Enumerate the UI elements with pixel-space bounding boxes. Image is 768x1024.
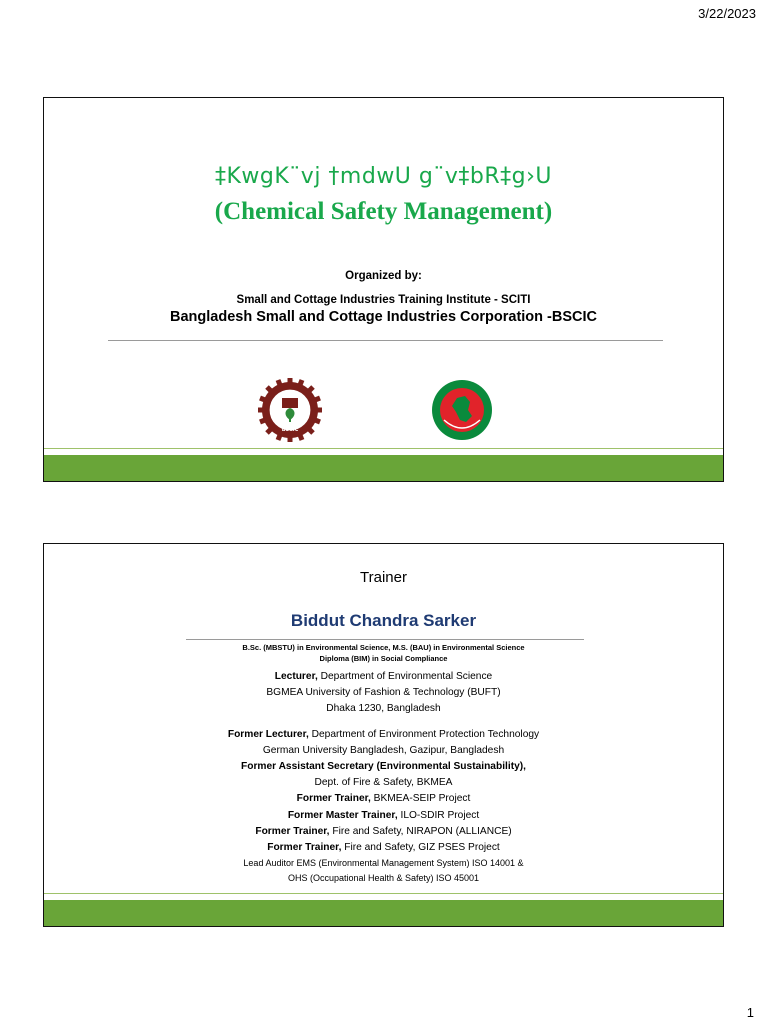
former-detail: Department of Environment Protection Technology bbox=[308, 728, 540, 740]
former-title: Former Lecturer, bbox=[227, 728, 309, 740]
former-title: Former Trainer, bbox=[255, 825, 330, 837]
bscic-logo-text: BSCIC bbox=[281, 427, 299, 433]
divider bbox=[186, 639, 584, 640]
page-number: 1 bbox=[746, 1005, 754, 1020]
former-title: Former Trainer, bbox=[296, 793, 371, 805]
slide-title bbox=[43, 97, 724, 482]
current-title: Lecturer, bbox=[274, 671, 318, 682]
bscic-logo-icon bbox=[258, 378, 322, 442]
former-detail: German University Bangladesh, Gazipur, Bangladesh bbox=[262, 744, 505, 756]
former-position bbox=[44, 727, 723, 743]
organizer-sciti: Small and Cottage Industries Training Institute - SCITI bbox=[236, 294, 531, 306]
slide-trainer bbox=[43, 543, 724, 927]
credential-line: B.Sc. (MBSTU) in Environmental Science, M.S. (BAU) in Environmental Science bbox=[242, 643, 525, 652]
former-title: Former Trainer, bbox=[267, 842, 342, 854]
title-bangla: ‡KwgK¨vj †mdwU g¨v‡bR‡g›U bbox=[214, 164, 553, 189]
former-position bbox=[44, 743, 723, 759]
former-position bbox=[44, 824, 723, 840]
title-english: (Chemical Safety Management) bbox=[214, 198, 553, 225]
divider bbox=[108, 340, 663, 341]
current-dept: Department of Environmental Science bbox=[317, 671, 493, 682]
auditor-line: Lead Auditor EMS (Environmental Management System) ISO 14001 & bbox=[243, 858, 524, 869]
former-position bbox=[44, 759, 723, 775]
former-detail: Dept. of Fire & Safety, BKMEA bbox=[314, 777, 453, 789]
auditor-line: OHS (Occupational Health & Safety) ISO 45001 bbox=[287, 873, 480, 884]
green-band bbox=[44, 900, 723, 926]
green-stripe bbox=[44, 448, 723, 449]
former-position bbox=[44, 775, 723, 791]
credential-line: Diploma (BIM) in Social Compliance bbox=[319, 654, 448, 663]
trainer-name: Biddut Chandra Sarker bbox=[290, 611, 477, 630]
former-detail: ILO-SDIR Project bbox=[397, 809, 480, 821]
page-date: 3/22/2023 bbox=[698, 6, 756, 21]
credentials bbox=[44, 642, 723, 664]
former-title: Former Assistant Secretary (Environmental Sustainability), bbox=[241, 761, 526, 773]
current-position bbox=[44, 669, 723, 685]
organizer-bscic: Bangladesh Small and Cottage Industries Corporation -BSCIC bbox=[170, 309, 597, 325]
former-position bbox=[44, 791, 723, 807]
former-detail: Fire and Safety, NIRAPON (ALLIANCE) bbox=[329, 825, 512, 837]
government-seal-icon bbox=[430, 378, 494, 442]
current-address: Dhaka 1230, Bangladesh bbox=[326, 703, 441, 715]
green-band bbox=[44, 455, 723, 481]
trainer-info bbox=[44, 669, 723, 886]
former-detail: BKMEA-SEIP Project bbox=[370, 793, 471, 805]
current-university: BGMEA University of Fashion & Technology (BUFT) bbox=[266, 687, 501, 699]
former-detail: Fire and Safety, GIZ PSES Project bbox=[341, 842, 500, 854]
former-position bbox=[44, 840, 723, 856]
former-title: Former Master Trainer, bbox=[287, 809, 398, 821]
organized-by-label: Organized by: bbox=[345, 270, 422, 282]
trainer-heading: Trainer bbox=[360, 569, 407, 586]
former-position bbox=[44, 808, 723, 824]
green-stripe bbox=[44, 893, 723, 894]
